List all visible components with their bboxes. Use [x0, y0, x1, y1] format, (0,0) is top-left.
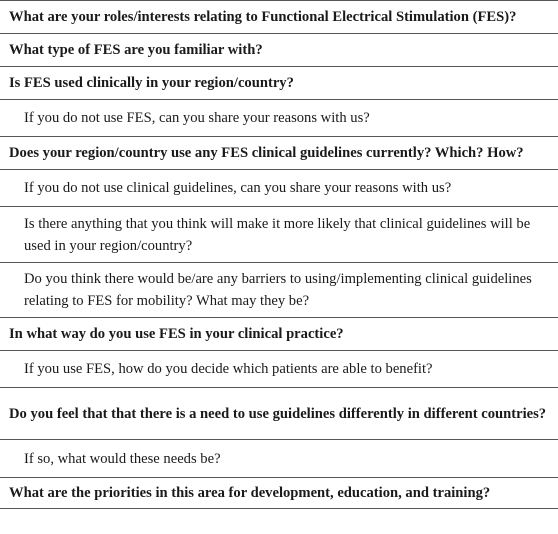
table-row: [0, 99, 558, 136]
question-text: What type of FES are you familiar with?: [9, 42, 263, 58]
table-row: [0, 33, 558, 66]
question-text: Is FES used clinically in your region/country?: [9, 75, 294, 91]
table-row: [0, 439, 558, 477]
question-text: Do you feel that that there is a need to use guidelines differently in different countries?: [9, 405, 547, 422]
question-text: What are your roles/interests relating to Functional Electrical Stimulation (FES)?: [9, 9, 517, 25]
table-row: [0, 262, 558, 317]
sub-question-text: If you do not use clinical guidelines, can you share your reasons with us?: [24, 180, 452, 196]
question-text: What are the priorities in this area for development, education, and training?: [9, 485, 491, 501]
table-row: [0, 477, 558, 509]
table-row: [0, 350, 558, 387]
table-row: [0, 136, 558, 169]
table-row: [0, 0, 558, 33]
table-row: [0, 206, 558, 262]
question-text: In what way do you use FES in your clinical practice?: [9, 326, 344, 342]
table-row: [0, 317, 558, 350]
sub-question-text: If you use FES, how do you decide which patients are able to benefit?: [24, 361, 433, 377]
sub-question-text: If you do not use FES, can you share your reasons with us?: [24, 110, 370, 126]
sub-question-text: Is there anything that you think will make it more likely that clinical guidelines will be used in your region/country?: [24, 215, 531, 254]
sub-question-text: If so, what would these needs be?: [24, 450, 221, 467]
table-row: [0, 66, 558, 99]
sub-question-text: Do you think there would be/are any barriers to using/implementing clinical guidelines relating to FES for mobility? What may they be?: [24, 271, 532, 309]
table-row: [0, 169, 558, 206]
question-text: Does your region/country use any FES clinical guidelines currently? Which? How?: [9, 145, 524, 161]
table-row: [0, 387, 558, 439]
